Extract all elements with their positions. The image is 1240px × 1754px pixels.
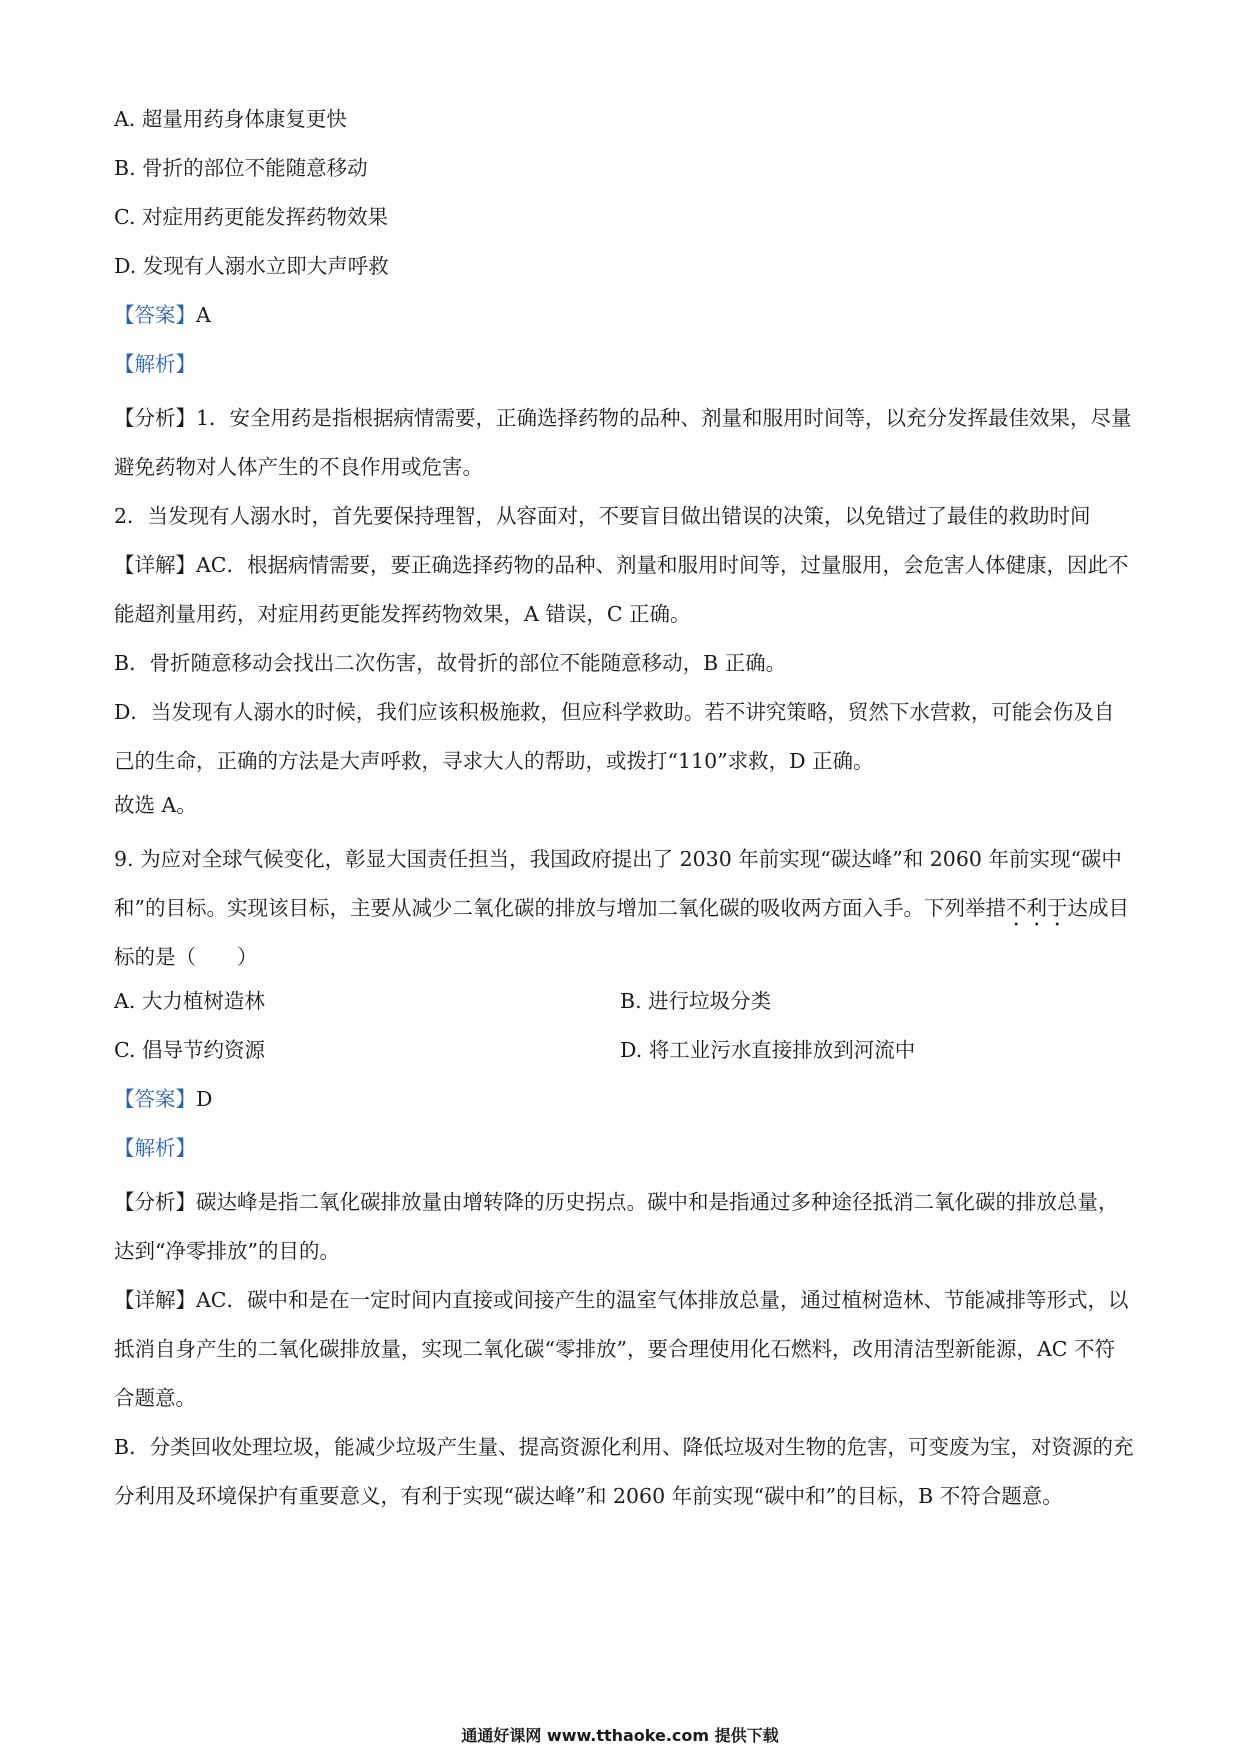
- q8-fenxi-2: 2．当发现有人溺水时，首先要保持理智，从容面对，不要盲目做出错误的决策，以免错过了最佳的救助时间: [114, 504, 1091, 528]
- q8-xiangjie-d: D．当发现有人溺水的时候，我们应该积极施救，但应科学救助。若不讲究策略，贸然下水营救，可能会伤及自己的生命，正确的方法是大声呼救，寻求大人的帮助，或拨打“110”求救，D 正确。: [114, 700, 1115, 773]
- q8-conclusion: 故选 A。: [114, 793, 197, 817]
- q8-answer: [114, 296, 1134, 345]
- q8-xiangjie-ac: [114, 541, 1134, 639]
- q9-option-c: C. 倡导节约资源: [114, 1038, 265, 1062]
- q9-fenxi: [114, 1178, 1134, 1276]
- page-footer: 通通好课网 www.tthaoke.com 提供下载: [461, 1726, 779, 1745]
- xiangjie-ac-text: AC．根据病情需要，要正确选择药物的品种、剂量和服用时间等，过量服用，会危害人体健康，因此不能超剂量用药，对症用药更能发挥药物效果，A 错误，C 正确。: [114, 553, 1129, 626]
- answer-value: D: [196, 1087, 213, 1111]
- fenxi-label: 【分析】: [114, 1190, 196, 1214]
- q9-stem-tail: 达成目标的是（ ）: [114, 896, 1129, 969]
- q8-xiangjie-b: B．骨折随意移动会找出二次伤害，故骨折的部位不能随意移动，B 正确。: [114, 651, 787, 675]
- answer-value: A: [196, 303, 211, 327]
- page-content: [114, 100, 1134, 1521]
- answer-label: 【答案】: [114, 1087, 196, 1111]
- q9-xiangjie-b: B．分类回收处理垃圾，能减少垃圾产生量、提高资源化利用、降低垃圾对生物的危害，可变废为宝，对资源的充分利用及环境保护有重要意义，有利于实现“碳达峰”和 2060 年前实现“碳中和”的目标，B 不符合题意。: [114, 1435, 1134, 1508]
- q8-option-a: A. 超量用药身体康复更快: [114, 107, 347, 131]
- q9-xiangjie-ac: [114, 1276, 1134, 1423]
- q9-option-d: D. 将工业污水直接排放到河流中: [620, 1038, 916, 1062]
- q9-option-b: B. 进行垃圾分类: [620, 989, 772, 1013]
- q8-fenxi-1: [114, 394, 1134, 492]
- q9-stem: [114, 835, 1134, 982]
- q9-stem-emphasis: 不利于: [1005, 896, 1068, 920]
- q9-option-a: A. 大力植树造林: [114, 989, 265, 1013]
- xiangjie-label: 【详解】: [114, 1288, 196, 1312]
- fenxi-label: 【分析】: [114, 406, 196, 430]
- q8-option-d: D. 发现有人溺水立即大声呼救: [114, 254, 389, 278]
- q9-answer: [114, 1080, 1134, 1129]
- q9-analysis-label: 【解析】: [114, 1136, 196, 1160]
- q9-stem-main: 9. 为应对全球气候变化，彰显大国责任担当，我国政府提出了 2030 年前实现“碳达峰”和 2060 年前实现“碳中和”的目标。实现该目标，主要从减少二氧化碳的排放与增加二氧化碳的吸收两方面入手。下列举措: [114, 847, 1122, 920]
- fenxi-text-1: 1．安全用药是指根据病情需要，正确选择药物的品种、剂量和服用时间等，以充分发挥最佳效果，尽量避免药物对人体产生的不良作用或危害。: [114, 406, 1132, 479]
- q8-option-b: B. 骨折的部位不能随意移动: [114, 156, 368, 180]
- xiangjie-ac-text: AC．碳中和是在一定时间内直接或间接产生的温室气体排放总量，通过植树造林、节能减排等形式，以抵消自身产生的二氧化碳排放量，实现二氧化碳“零排放”，要合理使用化石燃料，改用清洁型新能源，AC 不符合题意。: [114, 1288, 1129, 1410]
- q8-option-c: C. 对症用药更能发挥药物效果: [114, 205, 388, 229]
- xiangjie-label: 【详解】: [114, 553, 196, 577]
- fenxi-text: 碳达峰是指二氧化碳排放量由增转降的历史拐点。碳中和是指通过多种途径抵消二氧化碳的排放总量，达到“净零排放”的目的。: [114, 1190, 1119, 1263]
- q9-options-row-1: [114, 982, 1134, 1031]
- answer-label: 【答案】: [114, 303, 196, 327]
- q9-options-row-2: [114, 1031, 1134, 1080]
- q8-analysis-label: 【解析】: [114, 352, 196, 376]
